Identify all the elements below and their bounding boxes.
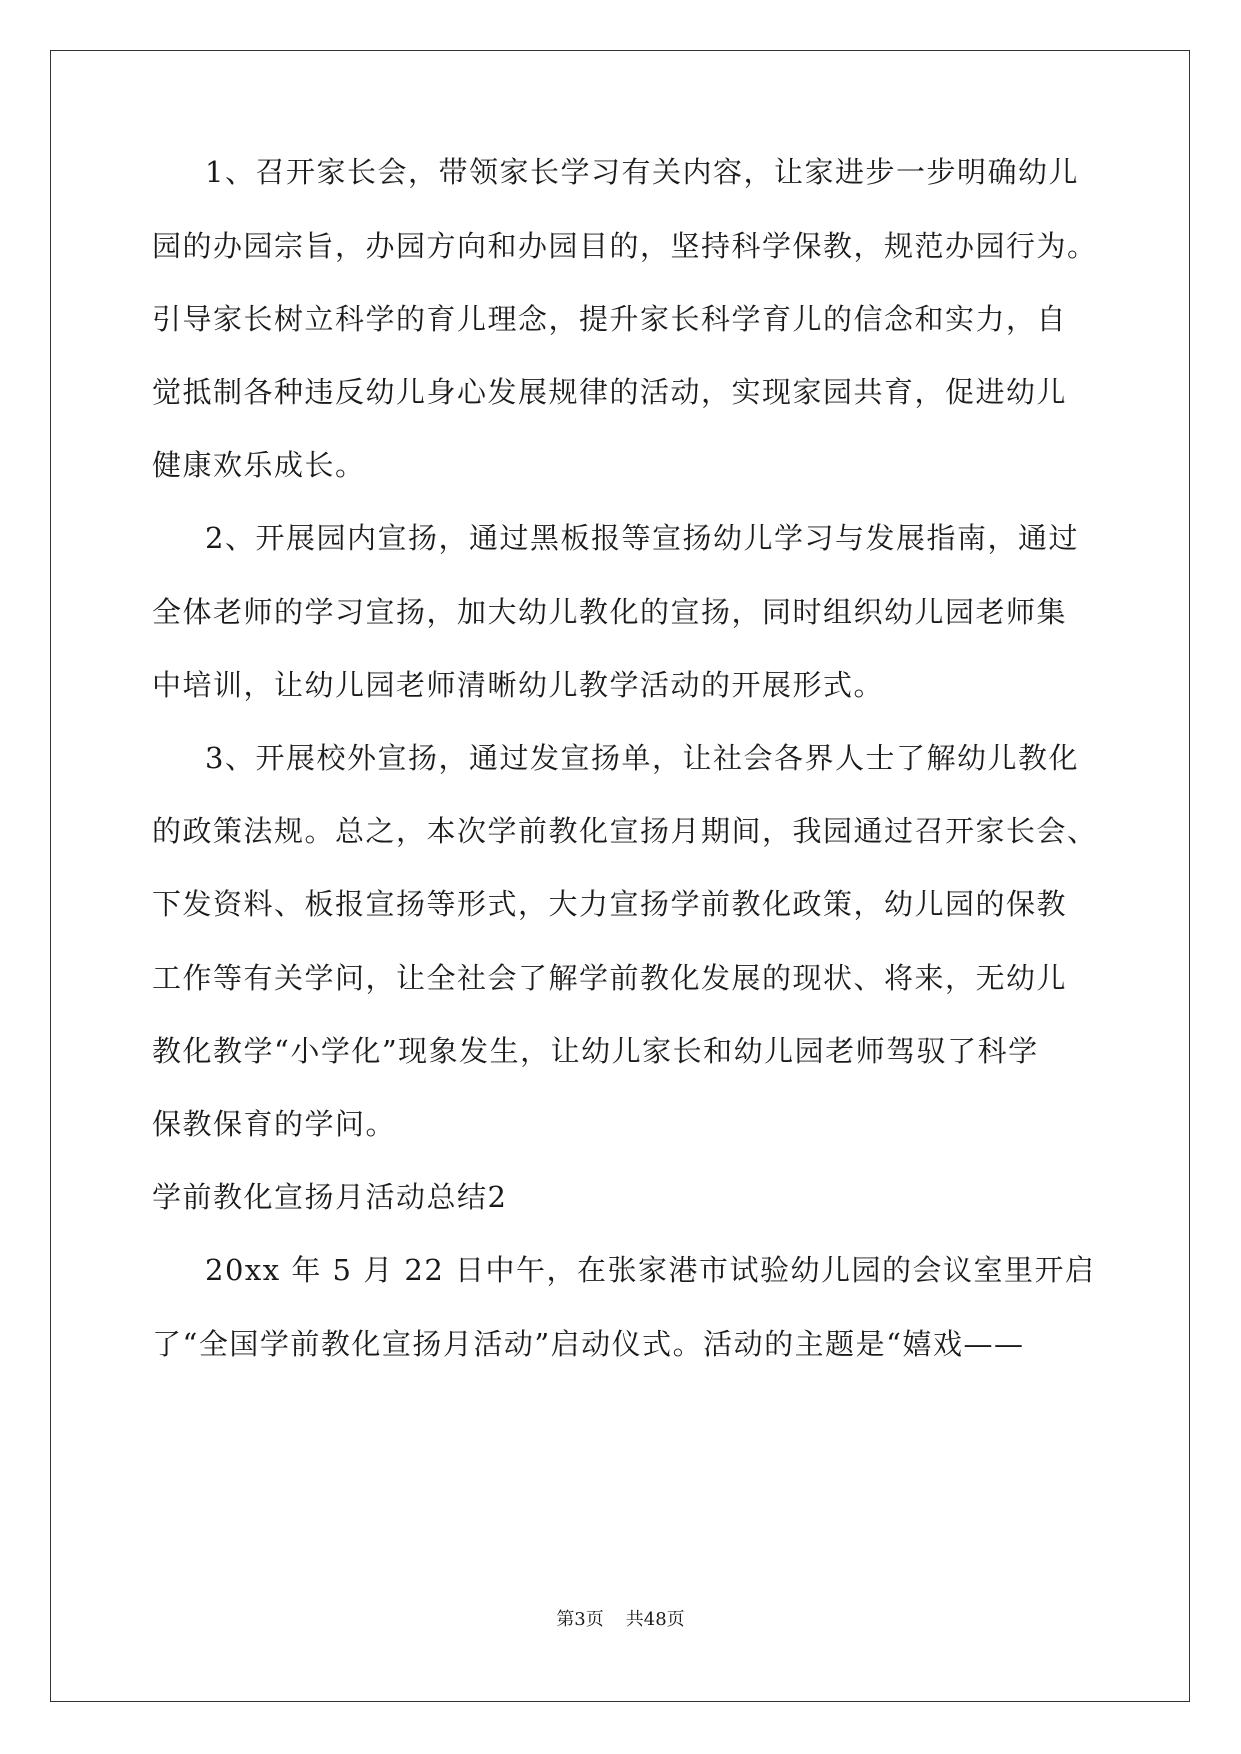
text-line: 健康欢乐成长。	[152, 448, 366, 482]
section-heading: 学前教化宣扬月活动总结2	[152, 1180, 508, 1214]
text-line: 的政策法规。总之，本次学前教化宣扬月期间，我园通过召开家长会、	[152, 814, 1098, 848]
text-line: 1、召开家长会，带领家长学习有关内容，让家进步一步明确幼儿	[205, 155, 1079, 189]
text-line: 2、开展园内宣扬，通过黑板报等宣扬幼儿学习与发展指南，通过	[205, 521, 1079, 555]
text-line: 工作等有关学问，让全社会了解学前教化发展的现状、将来，无幼儿	[152, 961, 1068, 995]
text-line: 教化教学“小学化”现象发生，让幼儿家长和幼儿园老师驾驭了科学	[152, 1034, 1039, 1068]
text-line: 保教保育的学问。	[152, 1107, 397, 1141]
page-number: 第3页	[556, 1609, 604, 1630]
text-line: 3、开展校外宣扬，通过发宣扬单，让社会各界人士了解幼儿教化	[205, 741, 1079, 775]
text-line: 了“全国学前教化宣扬月活动”启动仪式。活动的主题是“嬉戏——	[152, 1327, 1025, 1361]
text-line: 园的办园宗旨，办园方向和办园目的，坚持科学保教，规范办园行为。	[152, 229, 1098, 263]
text-line: 觉抵制各种违反幼儿身心发展规律的活动，实现家园共育，促进幼儿	[152, 375, 1068, 409]
text-line: 下发资料、板报宣扬等形式，大力宣扬学前教化政策，幼儿园的保教	[152, 887, 1068, 921]
text-line: 中培训，让幼儿园老师清晰幼儿教学活动的开展形式。	[152, 668, 885, 702]
text-line: 全体老师的学习宣扬，加大幼儿教化的宣扬，同时组织幼儿园老师集	[152, 595, 1068, 629]
page-total: 共48页	[625, 1609, 685, 1630]
page-footer	[0, 1608, 1241, 1632]
text-line: 20xx 年 5 月 22 日中午，在张家港市试验幼儿园的会议室里开启	[205, 1253, 1096, 1287]
text-line: 引导家长树立科学的育儿理念，提升家长科学育儿的信念和实力，自	[152, 302, 1068, 336]
page-border	[50, 50, 1190, 1702]
